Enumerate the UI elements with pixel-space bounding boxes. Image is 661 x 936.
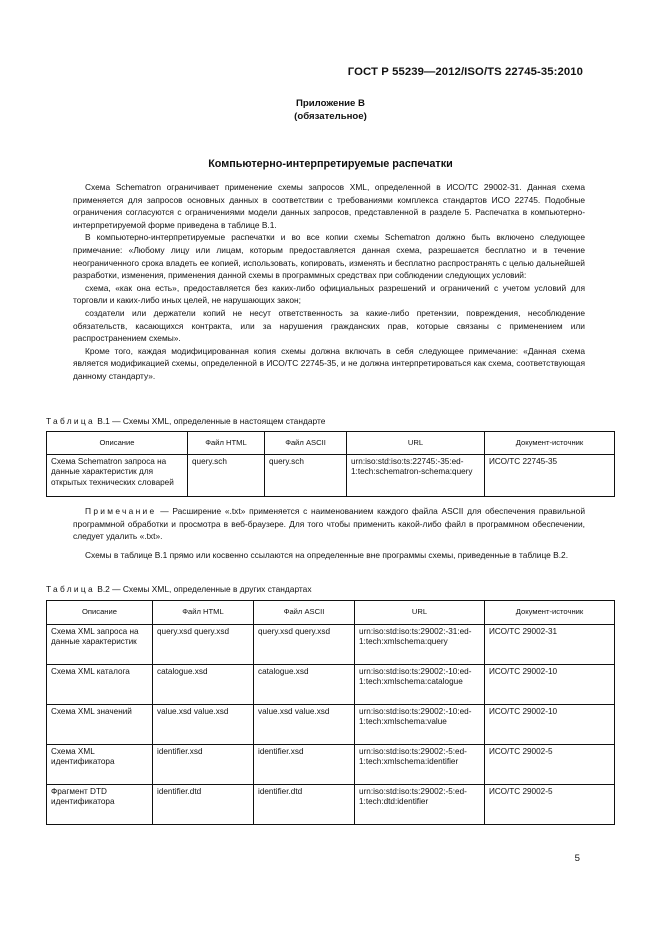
table-cell: query.sch <box>265 455 347 497</box>
table-row <box>47 745 615 785</box>
table-cell: ИСО/ТС 29002-10 <box>485 665 615 705</box>
table-cell: ИСО/ТС 29002-31 <box>485 625 615 665</box>
annex-label: Приложение В <box>296 98 365 109</box>
table-cell: identifier.xsd <box>153 745 254 785</box>
page-number: 5 <box>574 853 580 864</box>
table-header-row <box>47 432 615 455</box>
annex-status: (обязательное) <box>294 111 367 122</box>
note-label: Примечание <box>85 506 157 516</box>
table-cell: urn:iso:std:iso:ts:29002:-10:ed-1:tech:xmlschema:value <box>355 705 485 745</box>
table-cell: urn:iso:std:iso:ts:29002:-5:ed-1:tech:dtd:identifier <box>355 785 485 825</box>
col-header: URL <box>347 432 485 455</box>
table-cell: urn:iso:std:iso:ts:29002:-10:ed-1:tech:xmlschema:catalogue <box>355 665 485 705</box>
col-header: Документ-источник <box>485 601 615 625</box>
col-header: Файл HTML <box>153 601 254 625</box>
paragraph: Схема Schematron ограничивает применение схемы запросов XML, определенной в ИСО/ТС 29002-31. Данная схема применяется для запросов основных данных в соответствии с требованиями комплекса стандартов ИСО 22745. Подобные ограничения согласуются с ограничениями модели данных запросов, представленной в разделе 5. Распечатка в компьютерно-интерпретируемой форме приведена в таблице В.1. <box>73 182 585 230</box>
paragraph: Схемы в таблице В.1 прямо или косвенно ссылаются на определенные вне программы схемы, приведенные в таблице В.2. <box>85 550 569 560</box>
table1-caption-text: В.1 — Схемы XML, определенные в настоящем стандарте <box>97 416 326 426</box>
note-text: — Расширение «.txt» применяется с наименованием каждого файла ASCII для обеспечения правильной программной обработки и просмотра в веб-браузере. Для того чтобы применить какой-либо файл в программном обеспечении, следует удалить «.txt». <box>73 506 586 542</box>
paragraph: создатели или держатели копий не несут ответственность за какие-либо претензии, повреждения, несоблюдение обязательств, касающихся контракта, или за нарушения гражданских прав, которые связаны с применением или распространением схемы». <box>73 307 585 344</box>
section-title: Компьютерно-интерпретируемые распечатки <box>208 158 453 170</box>
table-row <box>47 785 615 825</box>
table1-caption <box>46 416 325 426</box>
table-row <box>47 455 615 497</box>
paragraph: В компьютерно-интерпретируемые распечатки и во все копии схемы Schematron должно быть включено следующее примечание: «Любому лицу или лицам, которым предоставляется данная схема, разрешается бесплатно и в течение неограниченного срока владеть ее копией, использовать, копировать, изменять и бесплатно распространять с целью дальнейшей разработки, изменения, применения данной схемы в программных средствах при соблюдении следующих условий: <box>73 232 585 281</box>
table-cell: Фрагмент DTD идентификатора <box>47 785 153 825</box>
body-text <box>73 181 585 383</box>
table-cell: ИСО/ТС 29002-5 <box>485 745 615 785</box>
table-cell: urn:iso:std:iso:ts:22745:-35:ed-1:tech:schematron-schema:query <box>347 455 485 497</box>
table-header-row <box>47 601 615 625</box>
table-cell: Схема XML каталога <box>47 665 153 705</box>
table-cell: Схема XML запроса на данные характеристик <box>47 625 153 665</box>
table-row <box>47 625 615 665</box>
table-cell: catalogue.xsd <box>153 665 254 705</box>
table-row <box>47 665 615 705</box>
table-cell: query.sch <box>188 455 265 497</box>
table-cell: catalogue.xsd <box>254 665 355 705</box>
col-header: Документ-источник <box>485 432 615 455</box>
table2-caption-text: В.2 — Схемы XML, определенные в других стандартах <box>97 584 312 594</box>
table1-caption-prefix: Таблица <box>46 416 95 426</box>
col-header: Описание <box>47 432 188 455</box>
table2-caption <box>46 584 312 594</box>
table-cell: value.xsd value.xsd <box>153 705 254 745</box>
paragraph: схема, «как она есть», предоставляется без каких-либо официальных разрешений и ограничений с учетом условий для торговли и каких-либо иных целей, не нарушающих закон; <box>73 282 585 306</box>
body-text-2 <box>73 549 585 562</box>
table-cell: ИСО/ТС 29002-10 <box>485 705 615 745</box>
table-cell: urn:iso:std:iso:ts:29002:-5:ed-1:tech:xmlschema:identifier <box>355 745 485 785</box>
table-cell: identifier.dtd <box>254 785 355 825</box>
paragraph: Кроме того, каждая модифицированная копия схемы должна включать в себя следующее примечание: «Данная схема является модификацией схемы, определенной в ИСО/ТС 22745-35, и не должна интерпретироваться как схема, соответствующая данному стандарту». <box>73 345 585 381</box>
table-cell: Схема Schematron запроса на данные характеристик для открытых технических словарей <box>47 455 188 497</box>
col-header: Файл ASCII <box>254 601 355 625</box>
table-cell: identifier.xsd <box>254 745 355 785</box>
table1-note <box>73 505 585 543</box>
table-row <box>47 705 615 745</box>
table-cell: ИСО/ТС 29002-5 <box>485 785 615 825</box>
table-cell: urn:iso:std:iso:ts:29002:-31:ed-1:tech:xmlschema:query <box>355 625 485 665</box>
table-2 <box>46 600 615 825</box>
table2-caption-prefix: Таблица <box>46 584 95 594</box>
table-cell: value.xsd value.xsd <box>254 705 355 745</box>
col-header: URL <box>355 601 485 625</box>
col-header: Файл ASCII <box>265 432 347 455</box>
standard-header: ГОСТ Р 55239—2012/ISO/TS 22745-35:2010 <box>347 66 583 78</box>
table-cell: query.xsd query.xsd <box>153 625 254 665</box>
table-cell: Схема XML значений <box>47 705 153 745</box>
table-cell: query.xsd query.xsd <box>254 625 355 665</box>
col-header: Описание <box>47 601 153 625</box>
table-cell: identifier.dtd <box>153 785 254 825</box>
table-cell: Схема XML идентификатора <box>47 745 153 785</box>
table-1 <box>46 431 615 497</box>
table-cell: ИСО/ТС 22745-35 <box>485 455 615 497</box>
col-header: Файл HTML <box>188 432 265 455</box>
note-paragraph <box>73 505 585 543</box>
